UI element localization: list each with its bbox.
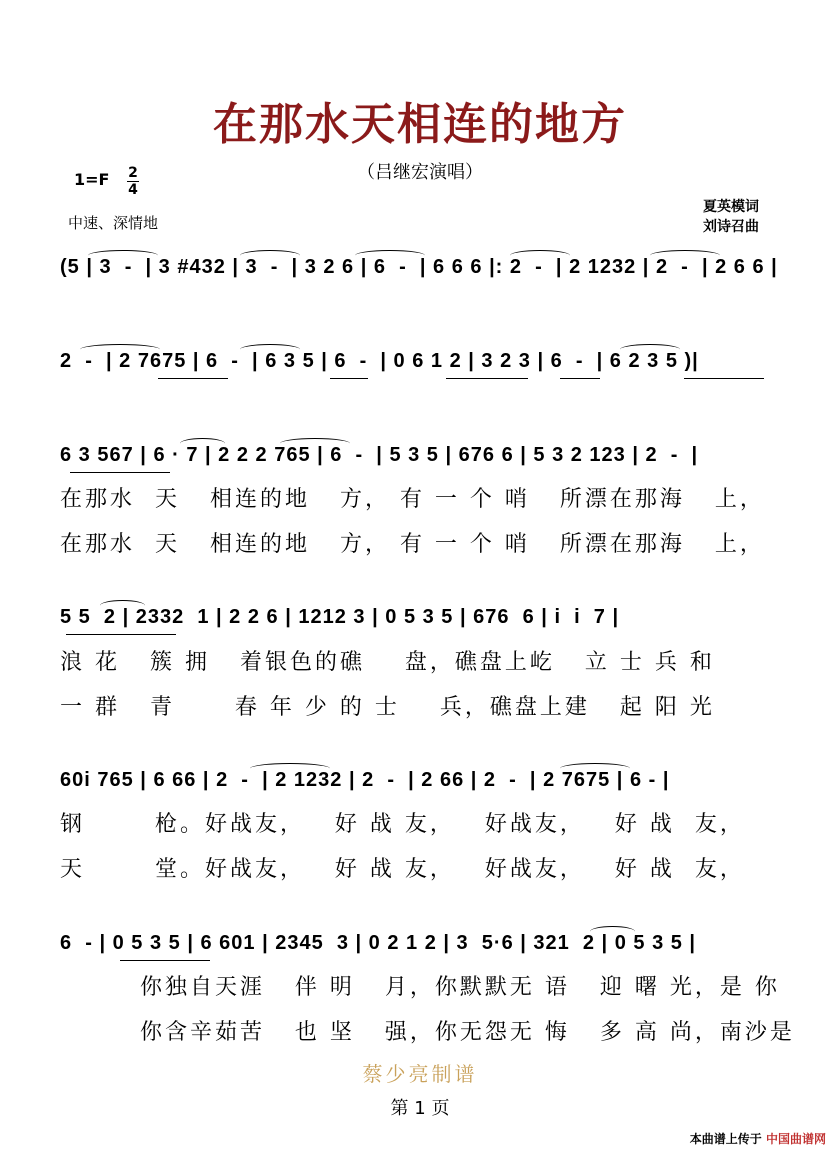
slur-mark [590, 926, 635, 937]
slur-mark [88, 250, 158, 261]
slur-mark [620, 344, 680, 355]
time-signature-top: 2 [128, 165, 138, 181]
beam-underline [158, 378, 228, 379]
beam-underline [70, 472, 170, 473]
slur-mark [250, 763, 330, 774]
tempo-marking: 中速、深情地 [68, 214, 159, 232]
slur-mark [240, 344, 300, 355]
slur-mark [355, 250, 425, 261]
score-row-4-lyric-1: 浪 花 簇 拥 着银色的礁 盘，礁盘上屹 立 士 兵 和 [60, 650, 715, 675]
score-row-3-notes: 6 3 567 | 6 · 7 | 2 2 2 765 | 6 - | 5 3 5 | 676 6 | 5 3 2 123 | 2 - | [60, 444, 699, 466]
score-row-2-notes: 2 - | 2 7675 | 6 - | 6 3 5 | 6 - | 0 6 1 2 | 3 2 3 | 6 - | 6 2 3 5 )| [60, 350, 699, 372]
slur-mark [650, 250, 720, 261]
beam-underline [120, 960, 210, 961]
key-signature: 1=F [74, 170, 110, 189]
score-row-3-lyric-2: 在那水 天 相连的地 方， 有 一 个 哨 所漂在那海 上， [60, 532, 765, 557]
composer-credit: 刘诗召曲 [703, 219, 759, 235]
song-title: 在那水天相连的地方 [213, 99, 627, 150]
beam-underline [684, 378, 764, 379]
score-row-5-lyric-2: 天 堂。好战友， 好 战 友， 好战友， 好 战 友， [60, 857, 745, 882]
page-number: 第 1 页 [390, 1098, 450, 1119]
score-row-6-lyric-2: 你含辛茹苦 也 坚 强，你无怨无 悔 多 高 尚，南沙是 [60, 1020, 795, 1045]
slur-mark [80, 344, 160, 355]
beam-underline [66, 634, 176, 635]
slur-mark [560, 763, 630, 774]
time-signature-bottom: 4 [128, 182, 138, 198]
lyricist-credit: 夏英模词 [703, 199, 759, 215]
beam-underline [560, 378, 600, 379]
score-row-3-lyric-1: 在那水 天 相连的地 方， 有 一 个 哨 所漂在那海 上， [60, 487, 765, 512]
score-row-5-lyric-1: 钢 枪。好战友， 好 战 友， 好战友， 好 战 友， [60, 812, 745, 837]
score-row-1-notes: (5 | 3 - | 3 #432 | 3 - | 3 2 6 | 6 - | 6 6 6 |: 2 - | 2 1232 | 2 - | 2 6 6 | [60, 256, 778, 278]
upload-note [690, 1130, 826, 1147]
upload-text: 本曲谱上传于 [689, 1132, 762, 1146]
site-logo: 中国曲谱网 [765, 1132, 826, 1146]
beam-underline [330, 378, 368, 379]
beam-underline [446, 378, 528, 379]
slur-mark [240, 250, 300, 261]
slur-mark [100, 600, 145, 611]
score-editor-credit: 蔡少亮制谱 [362, 1062, 478, 1086]
score-row-6-lyric-1: 你独自天涯 伴 明 月，你默默无 语 迎 曙 光，是 你 [60, 975, 780, 1000]
time-signature [127, 166, 139, 197]
slur-mark [180, 438, 225, 449]
singer-credit: （吕继宏演唱） [357, 162, 483, 183]
score-row-6-notes: 6 - | 0 5 3 5 | 6 601 | 2345 3 | 0 2 1 2 | 3 5·6 | 321 2 | 0 5 3 5 | [60, 932, 697, 954]
slur-mark [280, 438, 350, 449]
slur-mark [510, 250, 570, 261]
score-row-4-lyric-2: 一 群 青 春 年 少 的 士 兵，礁盘上建 起 阳 光 [60, 695, 715, 720]
score-row-4-notes: 5 5 2 | 2332 1 | 2 2 6 | 1212 3 | 0 5 3 5 | 676 6 | i i 7 | [60, 606, 620, 628]
score-row-5-notes: 60i 765 | 6 66 | 2 - | 2 1232 | 2 - | 2 66 | 2 - | 2 7675 | 6 - | [60, 769, 670, 791]
